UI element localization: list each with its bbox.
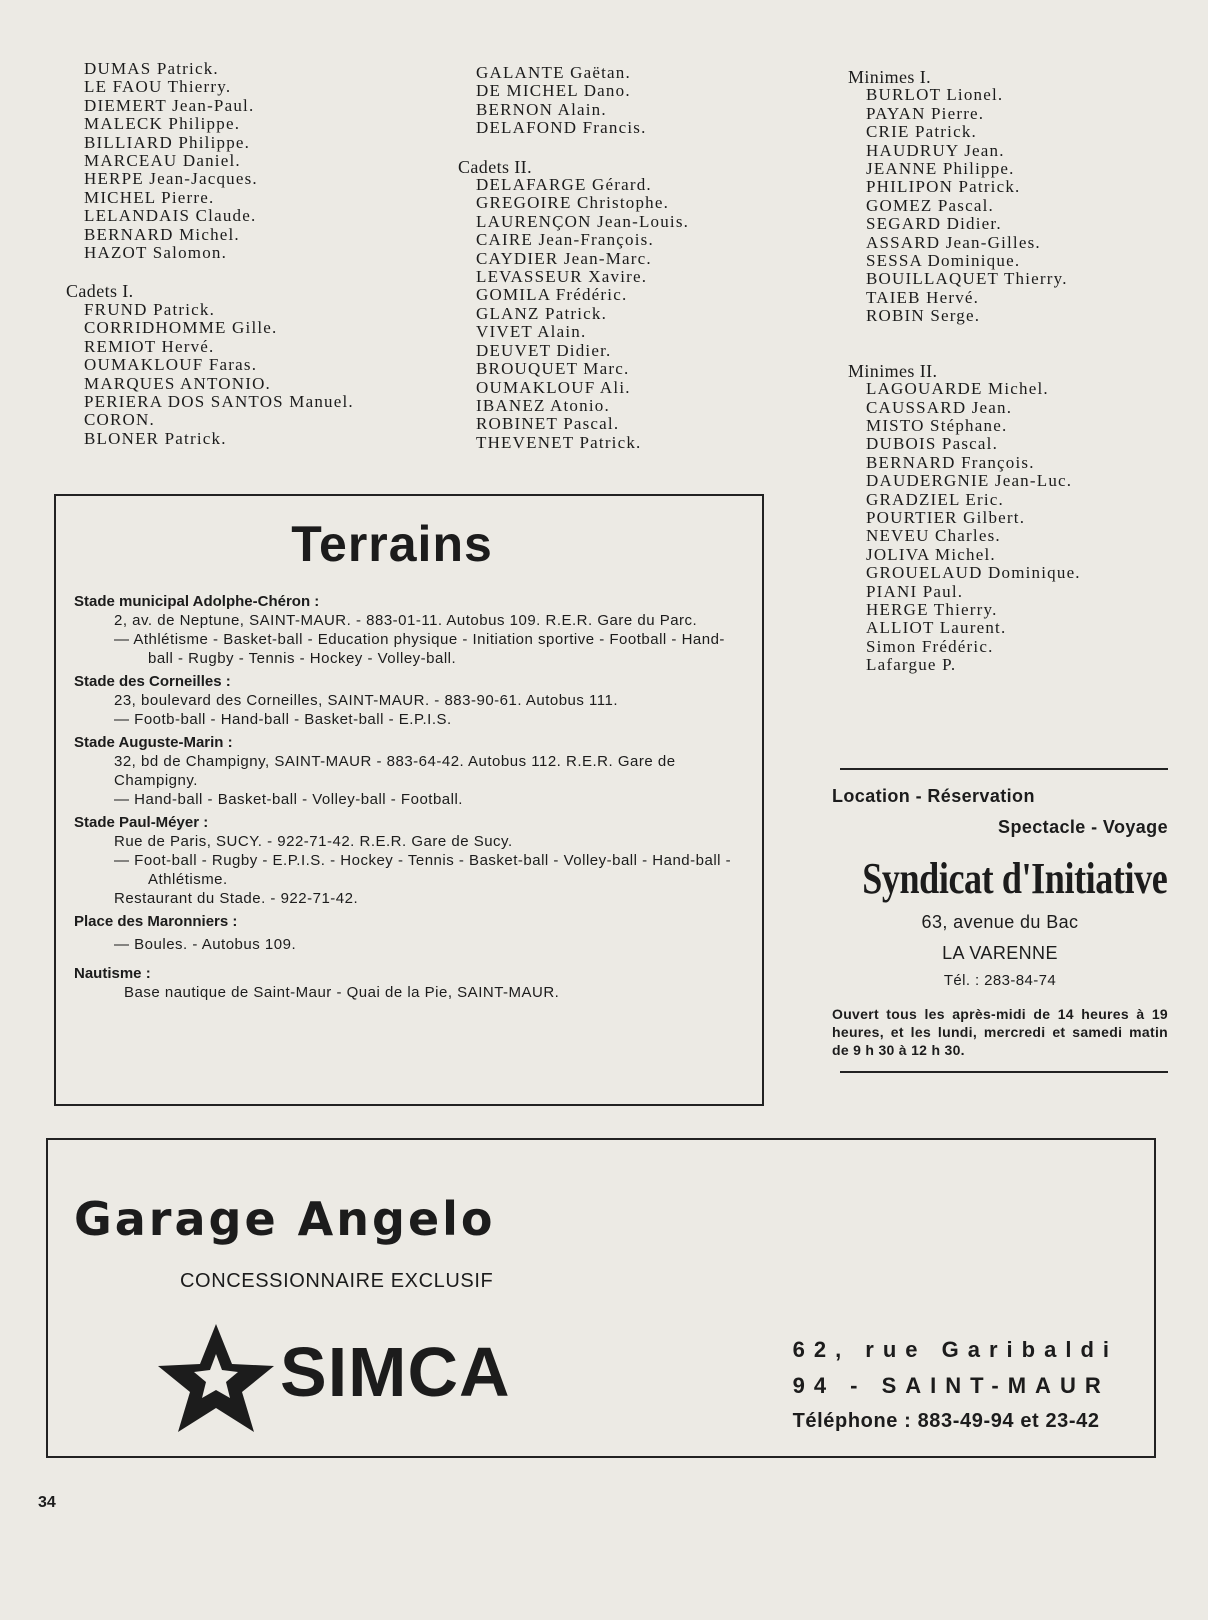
minimes-2-list	[866, 380, 1081, 675]
list-item: BERNARD Michel.	[84, 224, 240, 244]
list-item: BILLIARD Philippe.	[84, 132, 251, 152]
stade-paul-meyer-sports: — Foot-ball - Rugby - E.P.I.S. - Hockey - Tennis - Basket-ball - Volley-ball - Hand-ball - Athlétisme.	[114, 852, 732, 888]
syndicat-address-2: LA VARENNE	[942, 943, 1058, 963]
syndicat-line-1: Location - Réservation	[832, 786, 1035, 806]
names-column-2	[458, 63, 690, 452]
list-item: GLANZ Patrick.	[476, 303, 608, 323]
list-item: BERNON Alain.	[476, 99, 607, 119]
stade-corneilles-address: 23, boulevard des Corneilles, SAINT-MAUR. - 883-90-61. Autobus 111.	[114, 692, 619, 709]
list-item: HAUDRUY Jean.	[866, 140, 1005, 160]
garage-angelo-ad	[46, 1138, 1156, 1458]
list-item: PAYAN Pierre.	[866, 103, 985, 123]
list-item: LAURENÇON Jean-Louis.	[476, 211, 690, 231]
stade-auguste-marin-name: Stade Auguste-Marin :	[74, 734, 233, 751]
list-item: OUMAKLOUF Ali.	[476, 377, 631, 397]
list-item: CORRIDHOMME Gille.	[84, 318, 278, 338]
stade-adolphe-cheron-address: 2, av. de Neptune, SAINT-MAUR. - 883-01-11. Autobus 109. R.E.R. Gare du Parc.	[114, 612, 698, 629]
stade-corneilles-name: Stade des Corneilles :	[74, 673, 231, 690]
list-item: HERPE Jean-Jacques.	[84, 169, 258, 189]
place-maronniers-name: Place des Maronniers :	[74, 913, 238, 930]
terrains-box	[54, 494, 764, 1106]
list-item: NEVEU Charles.	[866, 526, 1001, 546]
list-item: IBANEZ Atonio.	[476, 395, 610, 415]
seniors-list	[84, 60, 354, 262]
garage-concession: CONCESSIONNAIRE EXCLUSIF	[180, 1270, 494, 1292]
syndicat-opening-hours: Ouvert tous les après-midi de 14 heures à 19 heures, et les lundi, mercredi et samedi matin de 9 h 30 à 12 h 30.	[832, 1006, 1168, 1058]
list-item: MICHEL Pierre.	[84, 187, 215, 207]
list-item: CAYDIER Jean-Marc.	[476, 248, 652, 268]
list-item: TAIEB Hervé.	[866, 287, 980, 307]
syndicat-telephone: Tél. : 283-84-74	[943, 972, 1057, 989]
minimes-2-heading: Minimes II.	[848, 360, 938, 381]
syndicat-initiative-ad	[832, 768, 1168, 1073]
list-item: REMIOT Hervé.	[84, 336, 215, 356]
list-item: CAIRE Jean-François.	[476, 230, 654, 250]
list-item: DELAFARGE Gérard.	[476, 175, 652, 195]
list-item: CRIE Patrick.	[866, 122, 977, 142]
list-item: PIANI Paul.	[866, 581, 964, 601]
list-item: LAGOUARDE Michel.	[866, 379, 1049, 399]
list-item: DAUDERGNIE Jean-Luc.	[866, 471, 1073, 491]
stade-adolphe-cheron-sports: — Athlétisme - Basket-ball - Education physique - Initiation sportive - Football - Hand-ball - Rugby - Tennis - Hockey - Volley-ball.	[114, 631, 725, 667]
list-item: DUBOIS Pascal.	[866, 434, 999, 454]
list-item: GOMILA Frédéric.	[476, 285, 628, 305]
garage-address-1: 62, rue Garibaldi	[792, 1337, 1118, 1362]
list-item: GRADZIEL Eric.	[866, 489, 1004, 509]
cadets-2-heading: Cadets II.	[458, 156, 532, 177]
syndicat-line-2: Spectacle - Voyage	[998, 817, 1168, 837]
list-item: ROBINET Pascal.	[476, 414, 620, 434]
place-maronniers-details: — Boules. - Autobus 109.	[114, 936, 297, 953]
list-item: CORON.	[84, 410, 155, 430]
list-item: DIEMERT Jean-Paul.	[84, 95, 255, 115]
stade-paul-meyer-restaurant: Restaurant du Stade. - 922-71-42.	[114, 890, 359, 907]
names-column-1	[66, 59, 354, 448]
list-item: BROUQUET Marc.	[476, 359, 630, 379]
simca-star-logo-icon	[156, 1320, 276, 1436]
list-item: BERNARD François.	[866, 452, 1035, 472]
list-item: MALECK Philippe.	[84, 114, 241, 134]
list-item: SESSA Dominique.	[866, 251, 1021, 271]
continued-list	[476, 64, 689, 138]
list-item: MARQUES ANTONIO.	[84, 373, 272, 393]
garage-brand: SIMCA	[280, 1333, 511, 1411]
list-item: PHILIPON Patrick.	[866, 177, 1021, 197]
list-item: VIVET Alain.	[476, 322, 587, 342]
list-item: LE FAOU Thierry.	[84, 77, 232, 97]
list-item: GALANTE Gaëtan.	[476, 63, 631, 82]
minimes-1-list	[866, 86, 1081, 325]
garage-name: Garage Angelo	[74, 1192, 496, 1246]
list-item: JEANNE Philippe.	[866, 159, 1015, 179]
list-item: LELANDAIS Claude.	[84, 206, 257, 226]
list-item: Simon Frédéric.	[866, 636, 994, 656]
list-item: LEVASSEUR Xavire.	[476, 267, 648, 287]
syndicat-address-1: 63, avenue du Bac	[921, 912, 1079, 932]
list-item: FRUND Patrick.	[84, 299, 216, 319]
stade-paul-meyer-name: Stade Paul-Méyer :	[74, 814, 209, 831]
list-item: CAUSSARD Jean.	[866, 397, 1013, 417]
garage-phone: Téléphone : 883-49-94 et 23-42	[792, 1410, 1100, 1432]
list-item: PERIERA DOS SANTOS Manuel.	[84, 391, 354, 411]
stade-adolphe-cheron-name: Stade municipal Adolphe-Chéron :	[74, 593, 320, 610]
list-item: DUMAS Patrick.	[84, 59, 219, 78]
stade-corneilles-sports: — Footb-ball - Hand-ball - Basket-ball - E.P.I.S.	[114, 711, 452, 728]
list-item: BOUILLAQUET Thierry.	[866, 269, 1068, 289]
list-item: DEUVET Didier.	[476, 340, 612, 360]
terrains-title: Terrains	[291, 516, 493, 572]
garage-address-block	[793, 1332, 1118, 1433]
stade-auguste-marin-sports: — Hand-ball - Basket-ball - Volley-ball - Football.	[114, 791, 463, 808]
list-item: BURLOT Lionel.	[866, 85, 1004, 105]
stade-auguste-marin-address: 32, bd de Champigny, SAINT-MAUR - 883-64-42. Autobus 112. R.E.R. Gare de Champigny.	[114, 753, 676, 789]
syndicat-title: Syndicat d'Initiative	[862, 854, 1168, 903]
minimes-1-heading: Minimes I.	[848, 67, 931, 87]
list-item: Lafargue P.	[866, 655, 957, 675]
cadets-2-list	[476, 176, 689, 452]
list-item: MISTO Stéphane.	[866, 415, 1008, 435]
list-item: GOMEZ Pascal.	[866, 195, 994, 215]
list-item: ROBIN Serge.	[866, 306, 981, 326]
list-item: DELAFOND Francis.	[476, 118, 647, 138]
list-item: POURTIER Gilbert.	[866, 507, 1026, 527]
list-item: GROUELAUD Dominique.	[866, 563, 1081, 583]
divider	[840, 1071, 1168, 1073]
list-item: DE MICHEL Dano.	[476, 81, 631, 101]
nautisme-address: Base nautique de Saint-Maur - Quai de la Pie, SAINT-MAUR.	[124, 984, 560, 1001]
list-item: GREGOIRE Christophe.	[476, 193, 670, 213]
list-item: BLONER Patrick.	[84, 428, 227, 448]
list-item: MARCEAU Daniel.	[84, 151, 241, 171]
names-column-3	[848, 67, 1081, 675]
list-item: ALLIOT Laurent.	[866, 618, 1007, 638]
list-item: JOLIVA Michel.	[866, 544, 996, 564]
stade-paul-meyer-address: Rue de Paris, SUCY. - 922-71-42. R.E.R. Gare de Sucy.	[114, 833, 513, 850]
nautisme-name: Nautisme :	[74, 965, 151, 982]
list-item: ASSARD Jean-Gilles.	[866, 232, 1041, 252]
list-item: HERGE Thierry.	[866, 599, 998, 619]
garage-address-2: 94 - SAINT-MAUR	[792, 1373, 1110, 1398]
divider	[840, 768, 1168, 770]
list-item: HAZOT Salomon.	[84, 243, 228, 263]
list-item: OUMAKLOUF Faras.	[84, 355, 258, 375]
list-item: SEGARD Didier.	[866, 214, 1002, 234]
cadets-1-heading: Cadets I.	[66, 281, 134, 302]
page-number: 34	[38, 1494, 56, 1511]
cadets-1-list	[84, 301, 354, 448]
list-item: THEVENET Patrick.	[476, 432, 642, 452]
